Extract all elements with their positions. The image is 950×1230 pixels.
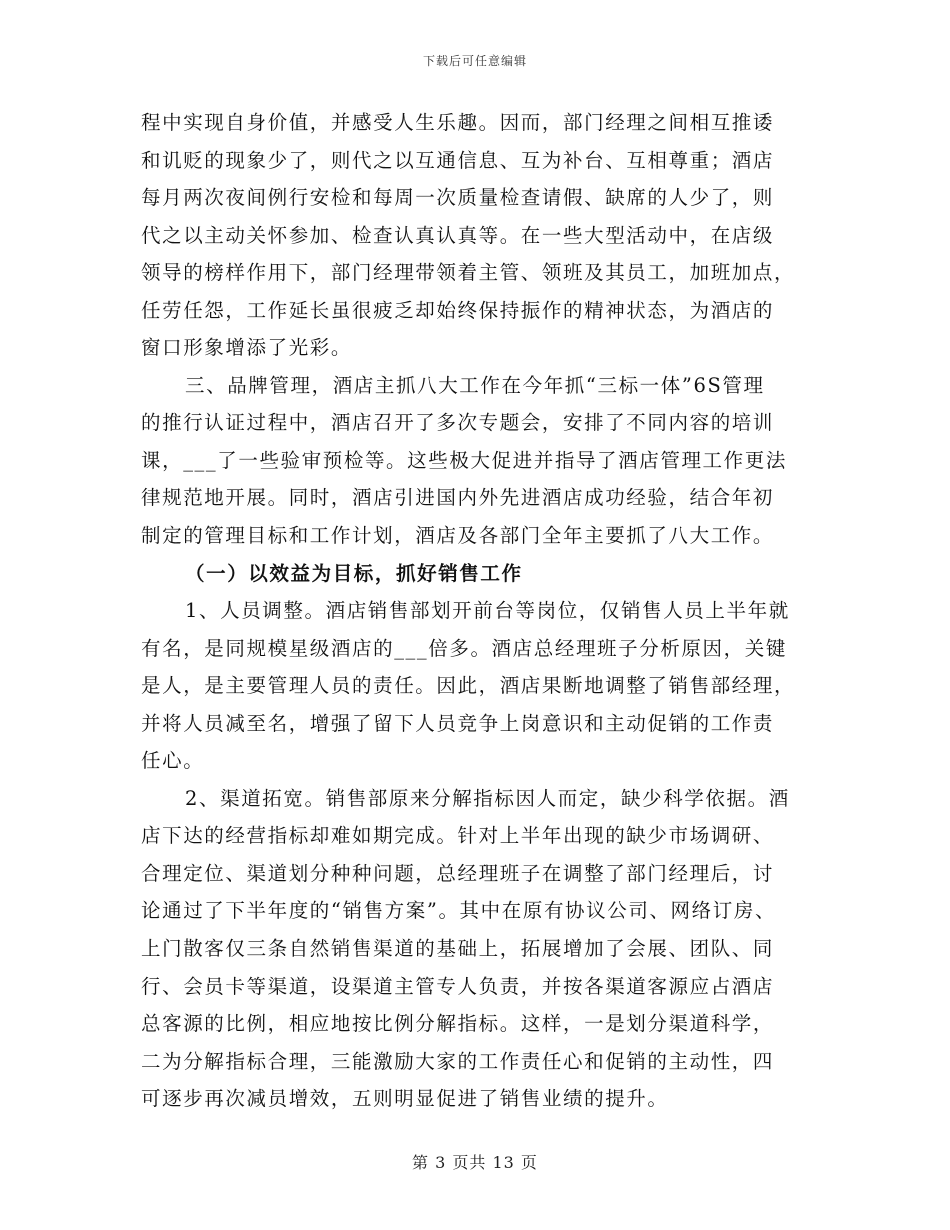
paragraph-line: 可逐步再次减员增效，五则明显促进了销售业绩的提升。 — [141, 1087, 669, 1111]
page-footer: 第 3 页共 13 页 — [412, 1153, 538, 1172]
paragraph-line: 2、渠道拓宽。销售部原来分解指标因人而定，缺少科学依据。酒 — [185, 786, 790, 810]
paragraph-line: 1、人员调整。酒店销售部划开前台等岗位，仅销售人员上半年就 — [185, 599, 790, 623]
page-header: 下载后可任意编辑 — [422, 54, 527, 68]
paragraph-line: 并将人员减至名，增强了留下人员竞争上岗意识和主动促销的工作责 — [141, 711, 775, 735]
paragraph-line: 店下达的经营指标却难如期完成。针对上半年出现的缺少市场调研、 — [141, 824, 775, 848]
paragraph-line: 律规范地开展。同时，酒店引进国内外先进酒店成功经验，结合年初 — [141, 486, 775, 510]
paragraph-line: 每月两次夜间例行安检和每周一次质量检查请假、缺席的人少了，则 — [141, 186, 775, 210]
paragraph-line: 领导的榜样作用下，部门经理带领着主管、领班及其员工，加班加点， — [141, 261, 796, 285]
paragraph-line: 合理定位、渠道划分种种问题，总经理班子在调整了部门经理后，讨 — [141, 861, 775, 885]
paragraph-line: 的推行认证过程中，酒店召开了多次专题会，安排了不同内容的培训 — [141, 411, 775, 435]
paragraph-line: 上门散客仅三条自然销售渠道的基础上，拓展增加了会展、团队、同 — [141, 937, 775, 961]
paragraph-line: 课，___了一些验审预检等。这些极大促进并指导了酒店管理工作更法 — [141, 448, 787, 472]
section-heading: （一）以效益为目标，抓好销售工作 — [185, 561, 523, 585]
paragraph-line: 任心。 — [141, 749, 205, 773]
paragraph-line: 二为分解指标合理，三能激励大家的工作责任心和促销的主动性，四 — [141, 1049, 775, 1073]
paragraph-line: 程中实现自身价值，并感受人生乐趣。因而，部门经理之间相互推诿 — [141, 111, 775, 134]
paragraph-line: 制定的管理目标和工作计划，酒店及各部门全年主要抓了八大工作。 — [141, 524, 775, 548]
paragraph-line: 任劳任怨，工作延长虽很疲乏却始终保持振作的精神状态，为酒店的 — [141, 298, 775, 322]
paragraph-line: 和讥贬的现象少了，则代之以互通信息、互为补台、互相尊重；酒店 — [141, 148, 775, 172]
paragraph-line: 三、品牌管理，酒店主抓八大工作在今年抓“三标一体”6S管理 — [185, 373, 765, 397]
paragraph-line: 论通过了下半年度的“销售方案”。其中在原有协议公司、网络订房、 — [141, 899, 777, 923]
paragraph-line: 是人，是主要管理人员的责任。因此，酒店果断地调整了销售部经理， — [141, 674, 796, 698]
paragraph-line: 窗口形象增添了光彩。 — [141, 336, 353, 360]
paragraph-line: 有名，是同规模星级酒店的___倍多。酒店总经理班子分析原因，关键 — [141, 636, 787, 660]
document-body — [141, 104, 806, 1118]
paragraph-line: 行、会员卡等渠道，设渠道主管专人负责，并按各渠道客源应占酒店 — [141, 974, 775, 998]
paragraph-line: 代之以主动关怀参加、检查认真认真等。在一些大型活动中，在店级 — [141, 223, 775, 247]
paragraph-line: 总客源的比例，相应地按比例分解指标。这样，一是划分渠道科学， — [141, 1012, 775, 1036]
